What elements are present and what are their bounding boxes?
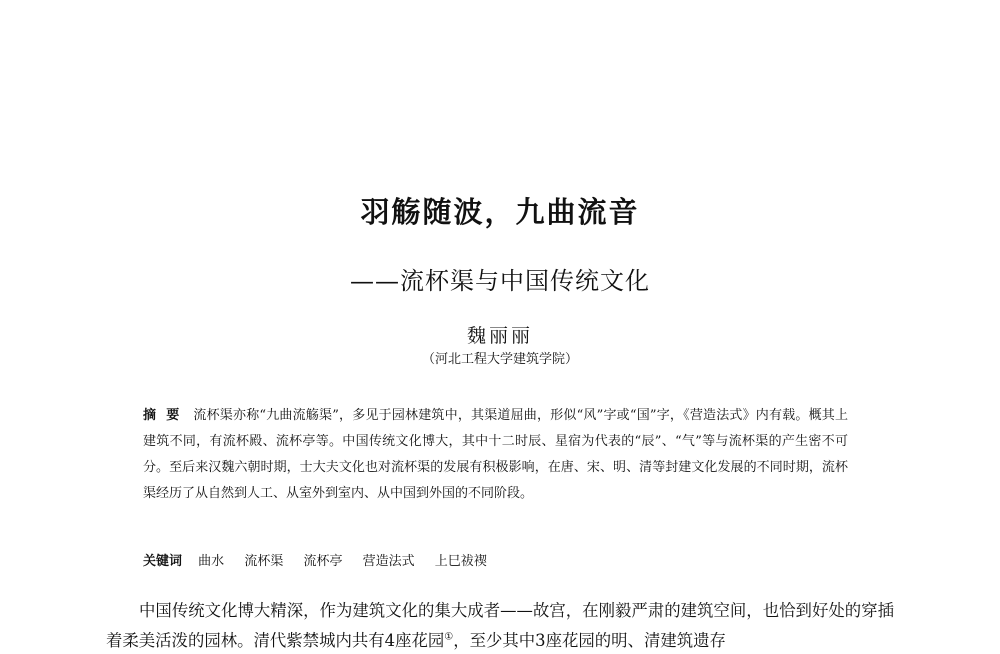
keywords-label: 关键词 — [143, 554, 183, 569]
keyword-item: 流杯亭 — [303, 554, 343, 569]
paper-subtitle: ——流杯渠与中国传统文化 — [350, 267, 650, 295]
keyword-item: 曲水 — [198, 554, 225, 569]
paper-title: 羽觞随波，九曲流音 — [360, 195, 640, 229]
footnote-marker[interactable]: ① — [444, 631, 454, 643]
body-text-part2: ，至少其中3座花园的明、清建筑遗存 — [453, 631, 726, 650]
author-name: 魏丽丽 — [466, 325, 533, 347]
body-text-part1: 中国传统文化博大精深，作为建筑文化的集大成者——故宫，在刚毅严肃的建筑空间，也恰到好处的穿插着柔美活泼的园林。清代紫禁城内共有4座花园 — [106, 601, 894, 650]
keyword-item: 上巳祓禊 — [434, 554, 487, 569]
abstract-label: 摘要 — [143, 408, 190, 423]
abstract-text: 流杯渠亦称“九曲流觞渠”，多见于园林建筑中，其渠道屈曲，形似“风”字或“国”字，《营造法式》内有载。概其上建筑不同，有流杯殿、流杯亭等。中国传统文化博大，其中十二时辰、星宿为代表的“辰”、“气”等与流杯渠的产生密不可分。至后来汉魏六朝时期，士大夫文化也对流杯渠的发展有积极影响，在唐、宋、明、清等封建文化发展的不同时期，流杯渠经历了从自然到人工、从室外到室内、从中国到外国的不同阶段。 — [143, 408, 848, 501]
abstract-section — [143, 403, 848, 507]
author-affiliation: （河北工程大学建筑学院） — [421, 352, 578, 367]
keyword-item: 营造法式 — [362, 554, 415, 569]
keywords-section — [143, 549, 848, 575]
keyword-item: 流杯渠 — [244, 554, 284, 569]
body-paragraph — [106, 596, 894, 654]
